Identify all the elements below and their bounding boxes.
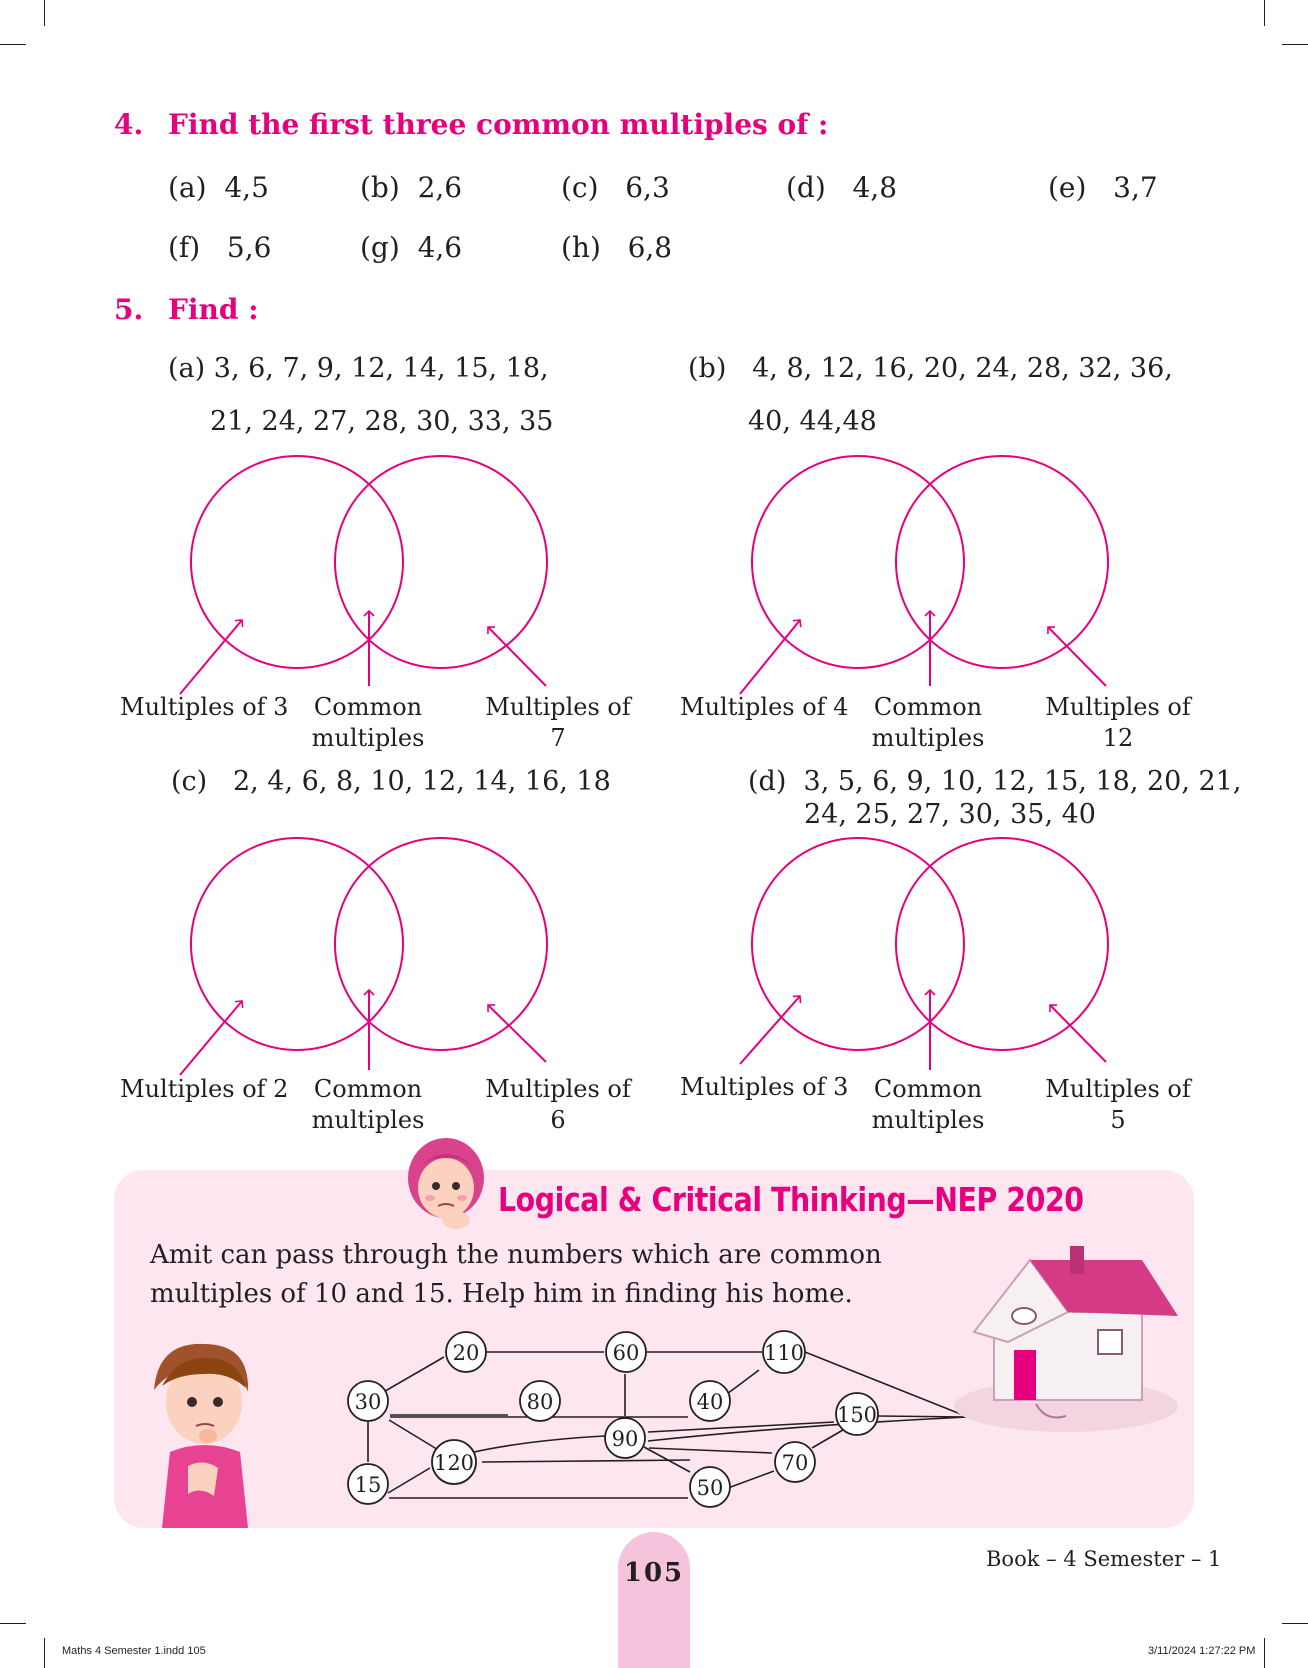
maze-node-label: 60 [612,1341,640,1365]
q5a-sequence-line1: (a) 3, 6, 7, 9, 12, 14, 15, 18, [168,353,549,384]
venn-c-right-label: Multiples of 6 [485,1075,631,1134]
venn-c-common-label: Common multiples [311,1075,425,1134]
q4-option-h: (h) 6,8 [561,231,673,264]
q5b-sequence-line2: 40, 44,48 [748,406,877,437]
house-icon [946,1246,1182,1436]
page-number: 105 [623,1558,685,1588]
slug-timestamp: 3/11/2024 1:27:22 PM [1148,1645,1256,1657]
maze-node-label: 110 [763,1341,805,1365]
q5a-sequence-line2: 21, 24, 27, 28, 30, 33, 35 [210,406,554,437]
page-number-tab [618,1532,690,1668]
venn-b-common-label: Common multiples [871,693,985,752]
q4-option-e: (e) 3,7 [1048,171,1158,204]
venn-b-left-label: Multiples of 4 [680,693,849,721]
venn-d-common-label: Common multiples [871,1075,985,1134]
maze-node-label: 30 [354,1390,382,1414]
venn-a-common-label: Common multiples [311,693,425,752]
maze-node-label: 50 [696,1476,724,1500]
question-5-number: 5. [114,293,144,326]
q5b-sequence-line1: (b) 4, 8, 12, 16, 20, 24, 28, 32, 36, [688,353,1173,384]
q4-option-g: (g) 4,6 [360,231,463,264]
maze-node-label: 80 [526,1390,554,1414]
venn-b-right-label: Multiples of 12 [1045,693,1191,752]
maze-node-label: 150 [836,1403,878,1427]
question-4-number: 4. [114,108,144,141]
maze-node-label: 90 [611,1427,639,1451]
q4-option-a: (a) 4,5 [168,171,269,204]
book-semester-label: Book – 4 Semester – 1 [986,1547,1222,1571]
q4-option-d: (d) 4,8 [786,171,898,204]
venn-d-right-label: Multiples of 5 [1045,1075,1191,1134]
question-4-title: Find the first three common multiples of : [168,108,829,141]
maze-node-label: 15 [354,1473,382,1497]
q5d-sequence-line1: (d) 3, 5, 6, 9, 10, 12, 15, 18, 20, 21, [748,766,1242,797]
maze-node-label: 70 [781,1451,809,1475]
q4-option-f: (f) 5,6 [168,231,272,264]
venn-a-left-label: Multiples of 3 [120,693,289,721]
slug-file-name: Maths 4 Semester 1.indd 105 [62,1645,206,1657]
maze-node-label: 20 [452,1341,480,1365]
q4-option-c: (c) 6,3 [561,171,670,204]
venn-c-left-label: Multiples of 2 [120,1075,289,1103]
maze-node-label: 120 [433,1451,475,1475]
slug-rule [44,1638,45,1668]
q4-option-b: (b) 2,6 [360,171,463,204]
q5d-sequence-line2: 24, 25, 27, 30, 35, 40 [804,799,1096,830]
slug-rule [1264,1638,1265,1668]
venn-d-left-label: Multiples of 3 [680,1073,849,1101]
question-5-title: Find : [168,293,259,326]
q5c-sequence-line1: (c) 2, 4, 6, 8, 10, 12, 14, 16, 18 [171,766,611,797]
venn-a-right-label: Multiples of 7 [485,693,631,752]
lct-text-line2: multiples of 10 and 15. Help him in finding his home. [150,1279,853,1309]
logical-thinking-title: Logical & Critical Thinking—NEP 2020 [498,1180,1084,1219]
maze-node-label: 40 [696,1390,724,1414]
lct-text-line1: Amit can pass through the numbers which are common [150,1240,882,1270]
